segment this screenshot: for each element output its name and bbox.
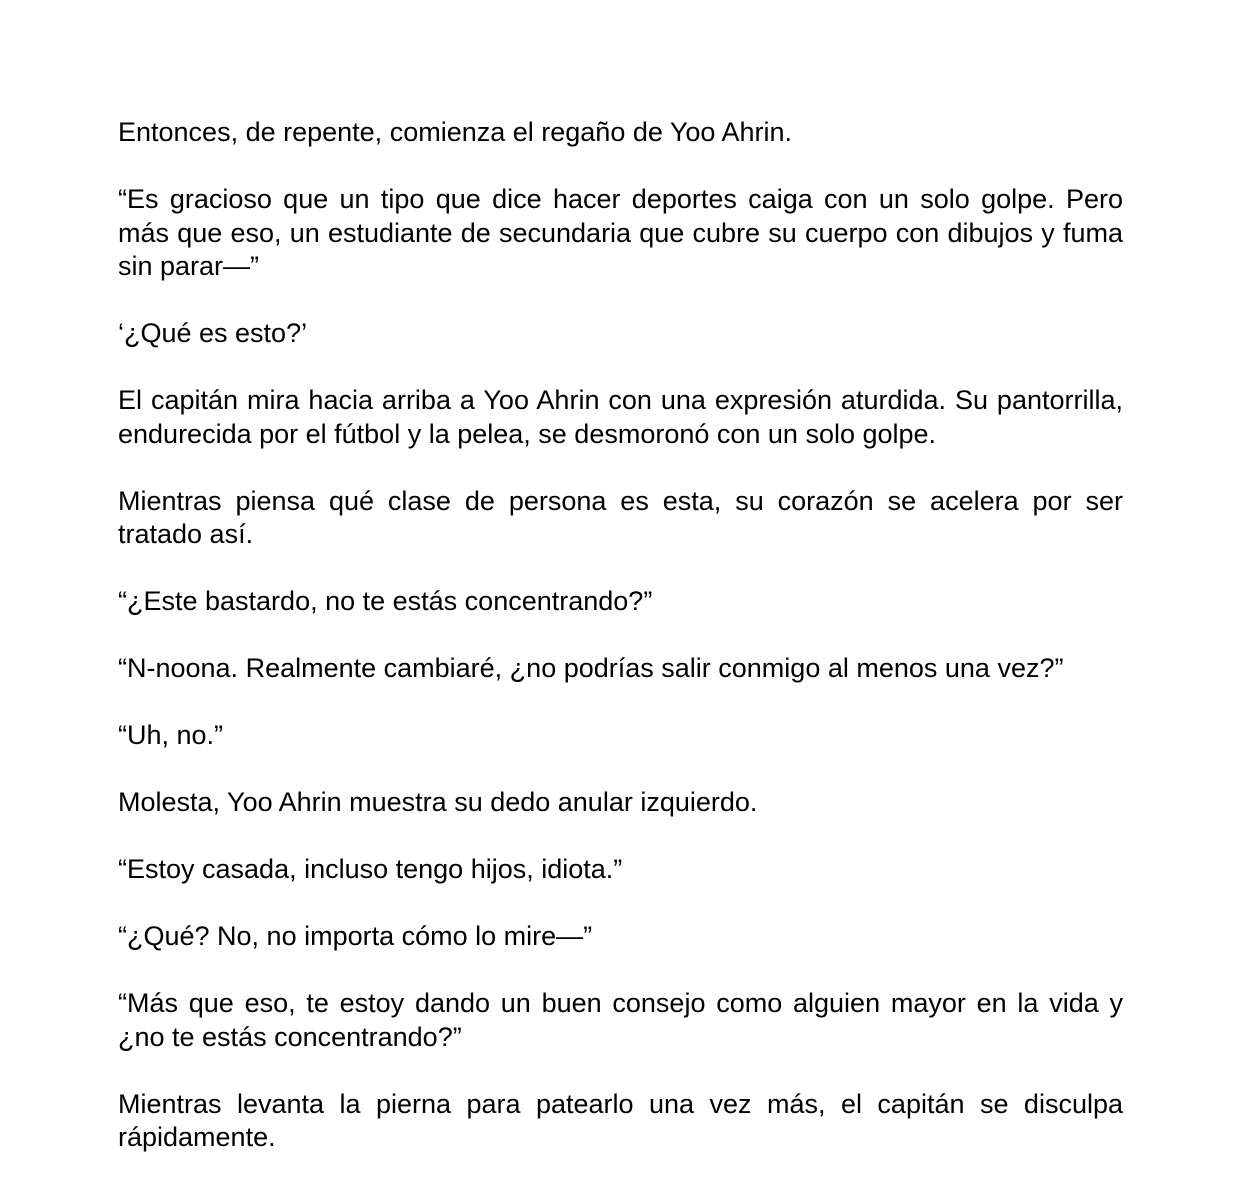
paragraph: “Es gracioso que un tipo que dice hacer deportes caiga con un solo golpe. Pero más que eso, un estudiante de secundaria que cubre su cuerpo con dibujos y fuma sin parar—”	[118, 184, 1123, 281]
paragraph: “Más que eso, te estoy dando un buen consejo como alguien mayor en la vida y ¿no te estás concentrando?”	[118, 988, 1123, 1052]
paragraph: “¿Qué? No, no importa cómo lo mire—”	[118, 921, 593, 951]
document-page	[118, 116, 1123, 1188]
paragraph: Molesta, Yoo Ahrin muestra su dedo anular izquierdo.	[118, 787, 758, 817]
paragraph: “N-noona. Realmente cambiaré, ¿no podrías salir conmigo al menos una vez?”	[118, 653, 1064, 683]
paragraph: Mientras piensa qué clase de persona es esta, su corazón se acelera por ser tratado así.	[118, 485, 1123, 549]
paragraph: “¿Este bastardo, no te estás concentrando?”	[118, 586, 653, 616]
paragraph: “Estoy casada, incluso tengo hijos, idiota.”	[118, 854, 623, 884]
paragraph: El capitán mira hacia arriba a Yoo Ahrin con una expresión aturdida. Su pantorrilla, endurecida por el fútbol y la pelea, se desmoronó con un solo golpe.	[118, 385, 1123, 449]
paragraph: “Uh, no.”	[118, 720, 224, 750]
paragraph: ‘¿Qué es esto?’	[118, 318, 308, 348]
paragraph: Mientras levanta la pierna para patearlo una vez más, el capitán se disculpa rápidamente.	[118, 1088, 1123, 1152]
paragraph: Entonces, de repente, comienza el regaño de Yoo Ahrin.	[118, 117, 792, 147]
